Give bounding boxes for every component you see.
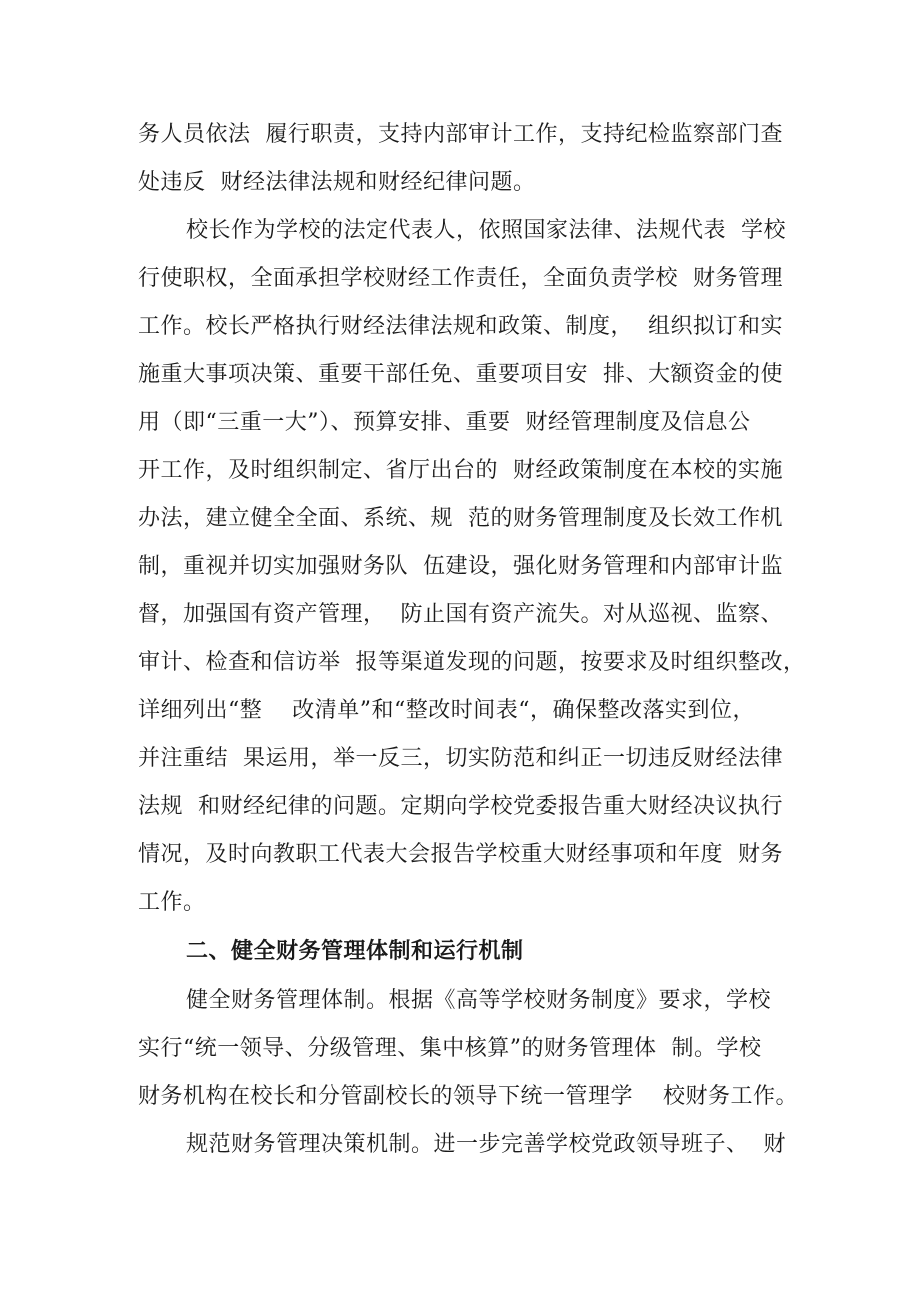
paragraph-line: 工作。校长严格执行财经法律法规和政策、制度， 组织拟订和实: [138, 314, 783, 339]
paragraph-line: 督，加强国有资产管理， 防止国有资产流失。对从巡视、监察、: [138, 602, 783, 627]
paragraph-line: 用（即“三重一大”）、预算安排、重要 财经管理制度及信息公: [138, 410, 751, 435]
paragraph-line: 审计、检查和信访举 报等渠道发现的问题，按要求及时组织整改，: [138, 650, 806, 675]
section-heading: 二、健全财务管理体制和运行机制: [186, 939, 524, 964]
paragraph-line: 工作。: [138, 890, 206, 915]
paragraph-line: 健全财务管理体制。根据《高等学校财务制度》要求，学校: [186, 988, 772, 1013]
paragraph-line: 办法，建立健全全面、系统、规 范的财务管理制度及长效工作机: [138, 506, 783, 531]
paragraph-line: 开工作，及时组织制定、省厅出台的 财经政策制度在本校的实施: [138, 458, 783, 483]
paragraph-line: 规范财务管理决策机制。进一步完善学校党政领导班子、 财: [186, 1132, 786, 1157]
paragraph-line: 详细列出“整 改清单”和“整改时间表“，确保整改落实到位，: [138, 698, 755, 723]
paragraph-line: 财务机构在校长和分管副校长的领导下统一管理学 校财务工作。: [138, 1084, 798, 1109]
paragraph-line: 实行“统一领导、分级管理、集中核算”的财务管理体 制。学校: [138, 1036, 762, 1061]
paragraph-line: 处违反 财经法律法规和财经纪律问题。: [138, 170, 536, 195]
paragraph-line: 施重大事项决策、重要干部任免、重要项目安 排、大额资金的使: [138, 362, 783, 387]
paragraph-line: 情况，及时向教职工代表大会报告学校重大财经事项和年度 财务: [138, 842, 783, 867]
paragraph-line: 务人员依法 履行职责，支持内部审计工作，支持纪检监察部门查: [138, 122, 783, 147]
paragraph-line: 制，重视并切实加强财务队 伍建设，强化财务管理和内部审计监: [138, 554, 783, 579]
paragraph-line: 行使职权，全面承担学校财经工作责任，全面负责学校 财务管理: [138, 266, 783, 291]
paragraph-line: 法规 和财经纪律的问题。定期向学校党委报告重大财经决议执行: [138, 794, 783, 819]
paragraph-line: 并注重结 果运用，举一反三，切实防范和纠正一切违反财经法律: [138, 746, 783, 771]
paragraph-line: 校长作为学校的法定代表人，依照国家法律、法规代表 学校: [186, 218, 786, 243]
